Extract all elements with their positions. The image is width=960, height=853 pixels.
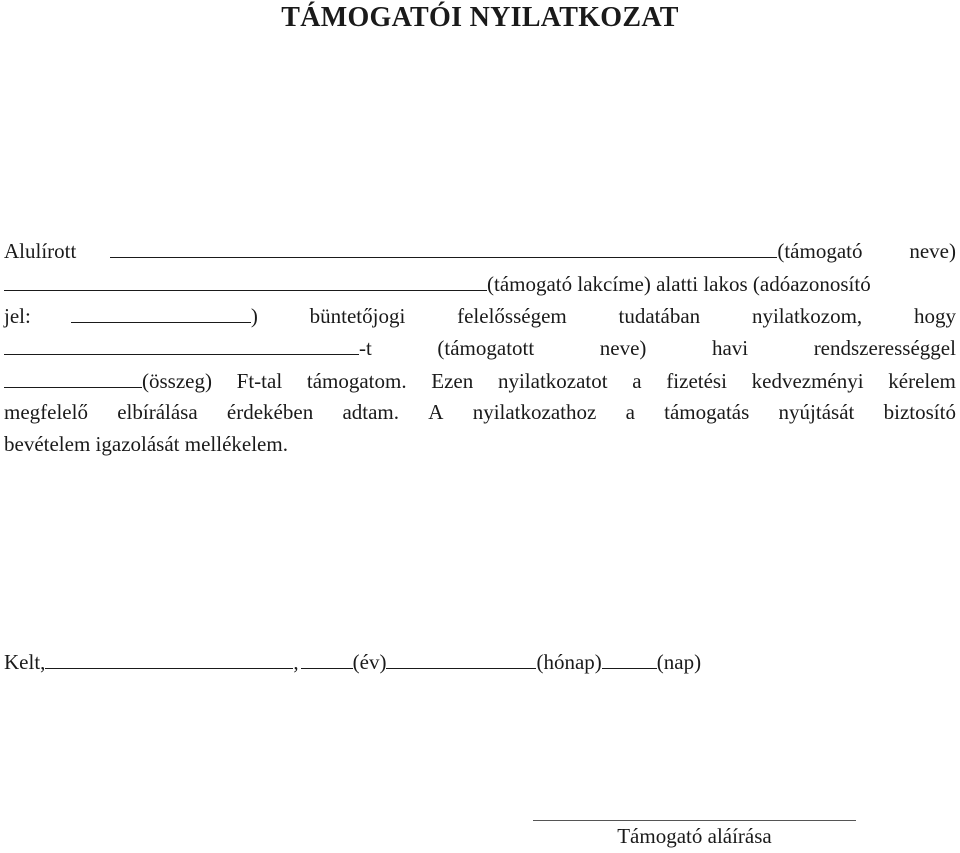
word: bevételem igazolását mellékelem. bbox=[4, 432, 288, 456]
word: hogy bbox=[913, 304, 956, 328]
day-blank[interactable] bbox=[602, 646, 657, 669]
word: -t bbox=[359, 336, 372, 360]
document-title: TÁMOGATÓI NYILATKOZAT bbox=[281, 2, 679, 33]
kelt-label: Kelt, bbox=[4, 650, 46, 674]
day-label: (nap) bbox=[656, 650, 702, 674]
word: jel: bbox=[4, 304, 31, 328]
word: kedvezményi bbox=[751, 369, 864, 393]
word: elbírálása bbox=[117, 400, 198, 424]
word: (támogató bbox=[777, 239, 863, 263]
word: felelősségem bbox=[457, 304, 567, 328]
word: támogatom. bbox=[306, 369, 407, 393]
paragraph-line-5 bbox=[4, 365, 956, 396]
word: megfelelő bbox=[4, 400, 88, 424]
word: a bbox=[625, 400, 635, 424]
paragraph-line-7 bbox=[4, 429, 956, 460]
word: kérelem bbox=[888, 369, 956, 393]
word: tudatában bbox=[618, 304, 701, 328]
word: büntetőjogi bbox=[309, 304, 406, 328]
word: Ezen bbox=[431, 369, 474, 393]
month-label: (hónap) bbox=[536, 650, 602, 674]
word: neve) bbox=[599, 336, 647, 360]
signature-line[interactable] bbox=[533, 820, 856, 821]
word: érdekében bbox=[226, 400, 314, 424]
word: (összeg) bbox=[142, 369, 212, 393]
word: fizetési bbox=[666, 369, 727, 393]
paragraph-line-1 bbox=[4, 235, 956, 266]
comma: , bbox=[293, 650, 299, 674]
word: Ft-tal bbox=[236, 369, 283, 393]
word: neve) bbox=[909, 239, 956, 263]
date-line bbox=[4, 646, 956, 677]
amount-blank[interactable] bbox=[4, 365, 142, 388]
word: támogatás bbox=[664, 400, 750, 424]
word: rendszerességgel bbox=[813, 336, 956, 360]
word: nyújtását bbox=[778, 400, 855, 424]
word: adtam. bbox=[342, 400, 400, 424]
word: biztosító bbox=[883, 400, 956, 424]
paragraph-line-3 bbox=[4, 300, 956, 331]
word: (támogató lakcíme) alatti lakos (adóazonosító bbox=[487, 272, 871, 296]
year-blank[interactable] bbox=[301, 646, 353, 669]
word: A bbox=[428, 400, 444, 424]
word: nyilatkozom, bbox=[751, 304, 863, 328]
word: havi bbox=[711, 336, 749, 360]
signature-label: Támogató aláírása bbox=[617, 824, 772, 848]
year-label: (év) bbox=[352, 650, 387, 674]
word: ) bbox=[250, 304, 258, 328]
supporter-name-blank[interactable] bbox=[110, 235, 777, 258]
paragraph-line-2 bbox=[4, 268, 956, 299]
word: nyilatkozathoz bbox=[472, 400, 597, 424]
paragraph-line-4 bbox=[4, 332, 956, 363]
month-blank[interactable] bbox=[386, 646, 536, 669]
paragraph-line-6 bbox=[4, 397, 956, 428]
word: a bbox=[632, 369, 642, 393]
word: nyilatkozatot bbox=[497, 369, 608, 393]
tax-id-blank[interactable] bbox=[71, 300, 251, 323]
supported-person-blank[interactable] bbox=[4, 332, 359, 355]
supporter-address-blank[interactable] bbox=[4, 268, 487, 291]
place-blank[interactable] bbox=[45, 646, 293, 669]
word: (támogatott bbox=[437, 336, 535, 360]
word: Alulírott bbox=[4, 239, 77, 263]
